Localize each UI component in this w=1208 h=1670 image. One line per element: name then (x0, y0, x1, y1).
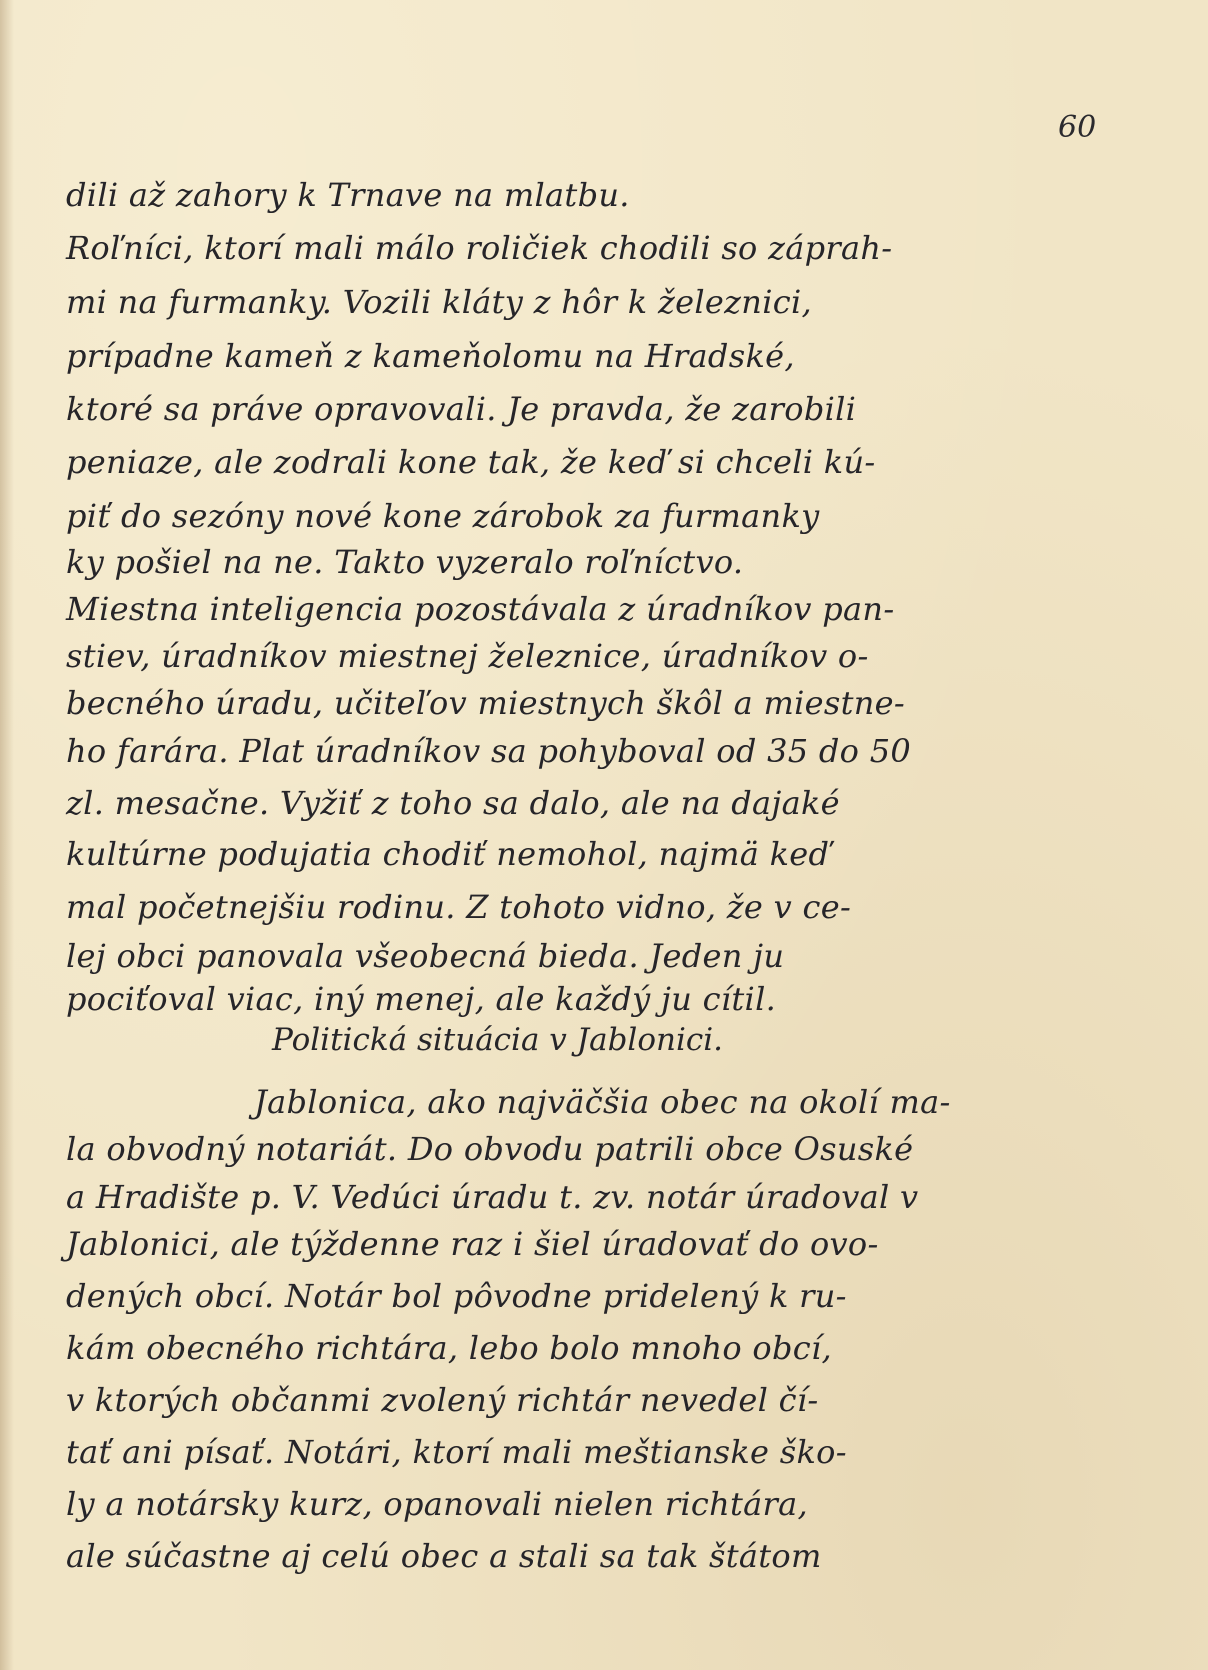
text-line-17: pociťoval viac, iný menej, ale každý ju cítil. (66, 980, 777, 1018)
text-line-24: v ktorých občanmi zvolený richtár nevedel čí- (66, 1381, 819, 1419)
text-line-16: lej obci panovala všeobecná bieda. Jeden ju (66, 937, 785, 975)
text-line-6: peniaze, ale zodrali kone tak, že keď si chceli kú- (66, 443, 876, 481)
text-line-12: ho farára. Plat úradníkov sa pohyboval od 35 do 50 (66, 732, 912, 770)
text-line-27: ale súčastne aj celú obec a stali sa tak štátom (66, 1537, 822, 1575)
page-edge-shadow (0, 0, 14, 1670)
text-line-19: la obvodný notariát. Do obvodu patrili obce Osuské (66, 1130, 914, 1168)
text-line-15: mal početnejšiu rodinu. Z tohoto vidno, že v ce- (66, 888, 852, 926)
text-line-10: stiev, úradníkov miestnej železnice, úradníkov o- (66, 637, 869, 675)
text-line-11: becného úradu, učiteľov miestnych škôl a miestne- (66, 684, 906, 722)
text-line-14: kultúrne podujatia chodiť nemohol, najmä keď (66, 835, 830, 873)
text-line-26: ly a notársky kurz, opanovali nielen richtára, (66, 1485, 808, 1523)
text-line-22: dených obcí. Notár bol pôvodne pridelený k ru- (66, 1277, 847, 1315)
text-line-18: Jablonica, ako najväčšia obec na okolí ma- (254, 1083, 951, 1121)
text-line-8: ky pošiel na ne. Takto vyzeralo roľníctvo. (66, 543, 744, 581)
section-heading: Politická situácia v Jablonici. (272, 1022, 723, 1058)
text-line-4: prípadne kameň z kameňolomu na Hradské, (66, 337, 795, 375)
text-line-2: Roľníci, ktorí mali málo roličiek chodili so záprah- (66, 229, 893, 267)
text-line-1: dili až zahory k Trnave na mlatbu. (66, 176, 630, 214)
text-line-25: tať ani písať. Notári, ktorí mali meštianske ško- (66, 1433, 847, 1471)
text-line-21: Jablonici, ale týždenne raz i šiel úradovať do ovo- (66, 1225, 879, 1263)
text-line-13: zl. mesačne. Vyžiť z toho sa dalo, ale na dajaké (66, 784, 840, 822)
page-number: 60 (1058, 110, 1097, 145)
text-line-3: mi na furmanky. Vozili kláty z hôr k železnici, (66, 283, 812, 321)
text-line-5: ktoré sa práve opravovali. Je pravda, že zarobili (66, 390, 857, 428)
text-line-20: a Hradište p. V. Vedúci úradu t. zv. notár úradoval v (66, 1178, 919, 1216)
text-line-23: kám obecného richtára, lebo bolo mnoho obcí, (66, 1329, 832, 1367)
text-line-9: Miestna inteligencia pozostávala z úradníkov pan- (66, 590, 895, 628)
text-line-7: piť do sezóny nové kone zárobok za furmanky (66, 497, 820, 535)
